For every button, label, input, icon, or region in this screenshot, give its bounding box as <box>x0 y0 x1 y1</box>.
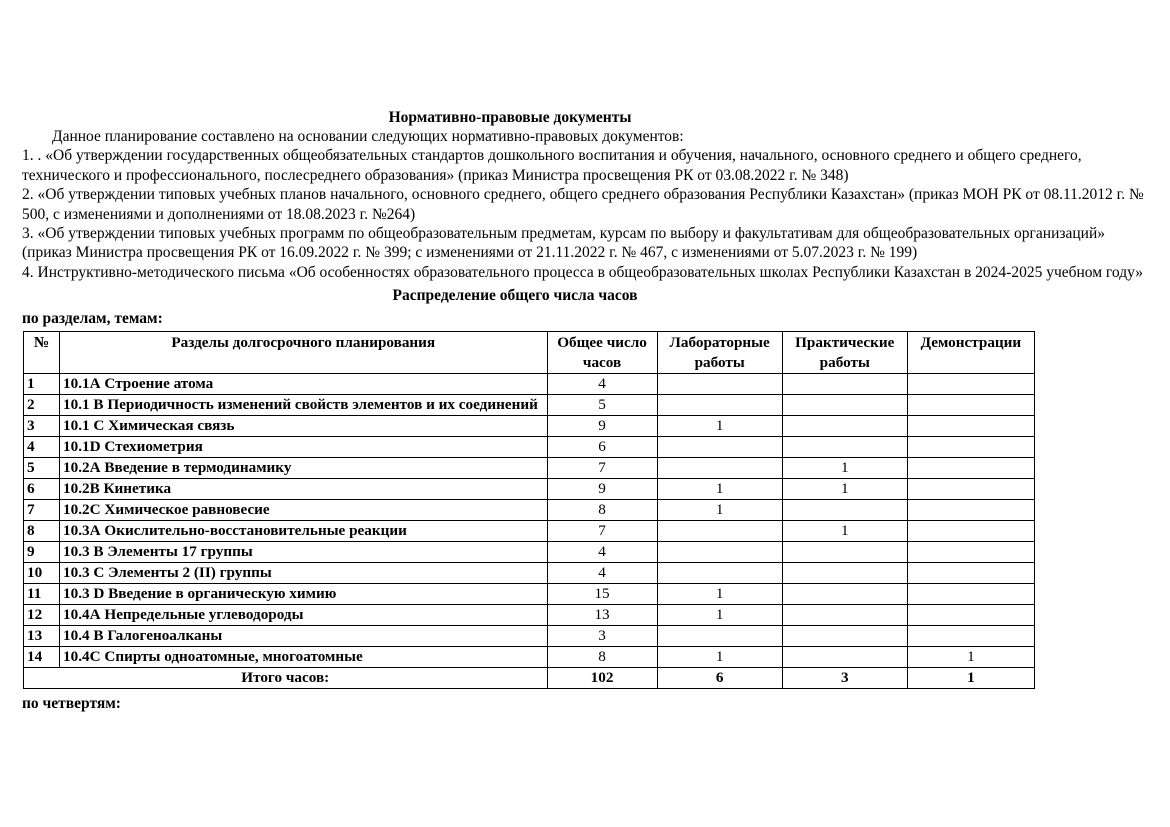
row-section: 10.3А Окислительно-восстановительные реакции <box>60 521 547 542</box>
table-row <box>24 374 1035 395</box>
row-prac <box>782 500 907 521</box>
header-prac: Практические работы <box>782 332 907 374</box>
row-lab <box>657 626 782 647</box>
row-total: 8 <box>547 647 657 668</box>
table-row <box>24 395 1035 416</box>
row-demo <box>907 437 1034 458</box>
row-total: 4 <box>547 374 657 395</box>
row-section: 10.1 В Периодичность изменений свойств элементов и их соединений <box>60 395 547 416</box>
row-no: 2 <box>24 395 60 416</box>
row-total: 15 <box>547 584 657 605</box>
row-demo <box>907 563 1034 584</box>
row-total: 9 <box>547 479 657 500</box>
row-demo <box>907 626 1034 647</box>
row-section: 10.1D Стехиометрия <box>60 437 547 458</box>
row-total: 8 <box>547 500 657 521</box>
row-demo <box>907 416 1034 437</box>
header-lab: Лабораторные работы <box>657 332 782 374</box>
row-demo <box>907 584 1034 605</box>
table-row <box>24 584 1035 605</box>
row-lab <box>657 521 782 542</box>
row-no: 3 <box>24 416 60 437</box>
row-demo <box>907 479 1034 500</box>
row-section: 10.3 D Введение в органическую химию <box>60 584 547 605</box>
row-demo <box>907 458 1034 479</box>
table-row <box>24 458 1035 479</box>
row-no: 9 <box>24 542 60 563</box>
row-prac <box>782 542 907 563</box>
header-demo: Демонстрации <box>907 332 1034 374</box>
table-total-row <box>24 668 1035 689</box>
table-row <box>24 605 1035 626</box>
table-row <box>24 437 1035 458</box>
row-demo <box>907 395 1034 416</box>
row-demo <box>907 500 1034 521</box>
header-total: Общее число часов <box>547 332 657 374</box>
row-section: 10.1А Строение атома <box>60 374 547 395</box>
row-section: 10.1 С Химическая связь <box>60 416 547 437</box>
header-section: Разделы долгосрочного планирования <box>60 332 547 374</box>
row-demo <box>907 521 1034 542</box>
row-prac <box>782 626 907 647</box>
table-row <box>24 500 1035 521</box>
row-prac: 1 <box>782 479 907 500</box>
row-total: 7 <box>547 458 657 479</box>
table-row <box>24 479 1035 500</box>
row-lab <box>657 563 782 584</box>
row-total: 13 <box>547 605 657 626</box>
row-total: 6 <box>547 437 657 458</box>
table-row <box>24 416 1035 437</box>
row-total: 5 <box>547 395 657 416</box>
table-row <box>24 647 1035 668</box>
row-no: 6 <box>24 479 60 500</box>
total-label: Итого часов: <box>24 668 548 689</box>
row-demo <box>907 605 1034 626</box>
row-prac <box>782 437 907 458</box>
row-no: 11 <box>24 584 60 605</box>
table-row <box>24 563 1035 584</box>
row-no: 10 <box>24 563 60 584</box>
table-body <box>24 374 1035 689</box>
row-demo <box>907 542 1034 563</box>
table-header-row <box>24 332 1035 374</box>
row-prac <box>782 563 907 584</box>
header-no: № <box>24 332 60 374</box>
row-lab: 1 <box>657 647 782 668</box>
row-section: 10.3 С Элементы 2 (II) группы <box>60 563 547 584</box>
hours-distribution-table <box>23 331 1035 689</box>
row-lab <box>657 542 782 563</box>
legal-paragraph-2: 2. «Об утверждении типовых учебных планов начального, основного среднего, общего среднего образования Республики Казахстан» (приказ МОН РК от 08.11.2012 г. № 500, с изменениями и дополнениями от 18.08.2023 г. №264) <box>22 186 1144 223</box>
row-prac <box>782 416 907 437</box>
row-lab: 1 <box>657 479 782 500</box>
table-row <box>24 542 1035 563</box>
row-no: 4 <box>24 437 60 458</box>
row-total: 4 <box>547 542 657 563</box>
row-total: 4 <box>547 563 657 584</box>
row-prac <box>782 584 907 605</box>
row-demo <box>907 374 1034 395</box>
row-prac <box>782 647 907 668</box>
row-total: 3 <box>547 626 657 647</box>
row-no: 7 <box>24 500 60 521</box>
total-lab: 6 <box>657 668 782 689</box>
row-lab: 1 <box>657 584 782 605</box>
row-section: 10.2А Введение в термодинамику <box>60 458 547 479</box>
row-total: 7 <box>547 521 657 542</box>
legal-paragraph-4: 4. Инструктивно-методического письма «Об особенностях образовательного процесса в общеобразовательных школах Республики Казахстан в 2024-2025 учебном году» <box>22 263 1143 281</box>
row-prac <box>782 605 907 626</box>
intro-paragraph: Данное планирование составлено на основании следующих нормативно-правовых документов: <box>52 128 684 145</box>
row-lab <box>657 374 782 395</box>
table-row <box>24 521 1035 542</box>
row-section: 10.4 В Галогеноалканы <box>60 626 547 647</box>
page-title: Нормативно-правовые документы <box>388 109 632 126</box>
row-no: 13 <box>24 626 60 647</box>
legal-paragraph-3: 3. «Об утверждении типовых учебных программ по общеобразовательным предметам, курсам по выбору и факультативам для общеобразовательных организаций» (приказ Министра просвещения РК от 16.09.2022 г. № 399; с изменениями от 21.11.2022 г. № 467, с изменениями от 5.07.2023 г. № 199) <box>22 225 1106 262</box>
row-lab: 1 <box>657 605 782 626</box>
row-section: 10.2С Химическое равновесие <box>60 500 547 521</box>
section-heading: Распределение общего числа часов <box>392 287 638 305</box>
total-demo: 1 <box>907 668 1034 689</box>
footer-label: по четвертям: <box>22 695 121 713</box>
row-prac <box>782 395 907 416</box>
row-demo: 1 <box>907 647 1034 668</box>
table-row <box>24 626 1035 647</box>
row-no: 14 <box>24 647 60 668</box>
row-section: 10.4С Спирты одноатомные, многоатомные <box>60 647 547 668</box>
row-section: 10.4А Непредельные углеводороды <box>60 605 547 626</box>
subsection-label: по разделам, темам: <box>22 310 163 328</box>
row-prac <box>782 374 907 395</box>
row-prac: 1 <box>782 458 907 479</box>
legal-paragraph-1: 1. . «Об утверждении государственных общеобязательных стандартов дошкольного воспитания и обучения, начального, основного среднего и общего среднего, технического и профессионального, послесреднего образования» (приказ Министра просвещения РК от 03.08.2022 г. № 348) <box>22 147 1082 184</box>
row-lab <box>657 437 782 458</box>
row-lab: 1 <box>657 500 782 521</box>
row-section: 10.3 В Элементы 17 группы <box>60 542 547 563</box>
row-section: 10.2В Кинетика <box>60 479 547 500</box>
row-no: 5 <box>24 458 60 479</box>
row-no: 12 <box>24 605 60 626</box>
row-prac: 1 <box>782 521 907 542</box>
row-total: 9 <box>547 416 657 437</box>
row-lab <box>657 395 782 416</box>
row-lab <box>657 458 782 479</box>
total-prac: 3 <box>782 668 907 689</box>
row-no: 1 <box>24 374 60 395</box>
row-lab: 1 <box>657 416 782 437</box>
row-no: 8 <box>24 521 60 542</box>
total-total: 102 <box>547 668 657 689</box>
